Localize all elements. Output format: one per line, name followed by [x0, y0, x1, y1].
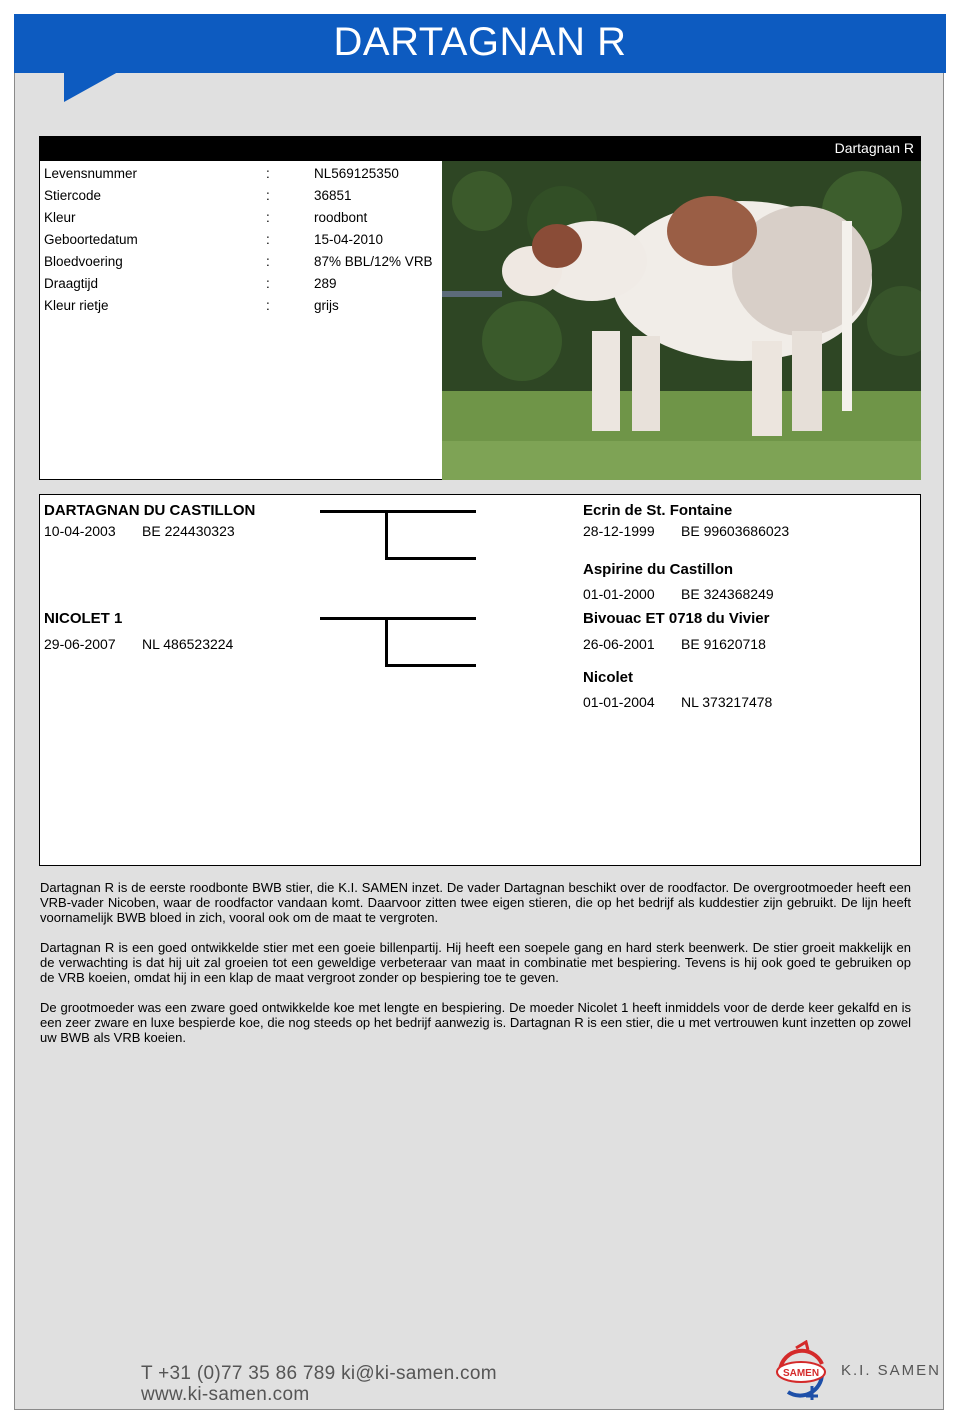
- property-separator: :: [266, 188, 270, 203]
- property-key: Kleur rietje: [44, 298, 109, 313]
- property-row: [44, 187, 444, 209]
- pedigree-panel: [39, 494, 921, 866]
- dam-date: 29-06-2007: [44, 636, 116, 652]
- samen-logo: [772, 1340, 832, 1404]
- sire-date: 10-04-2003: [44, 523, 116, 539]
- dam-dam-name: Nicolet: [583, 669, 634, 686]
- property-key: Kleur: [44, 210, 76, 225]
- sire-dam-date: 01-01-2000: [583, 586, 655, 602]
- sire-sire-date: 28-12-1999: [583, 523, 655, 539]
- property-value: grijs: [314, 298, 339, 313]
- description-paragraph: De grootmoeder was een zware goed ontwikkelde koe met lengte en bespiering. De moeder Nicolet 1 heeft inmiddels voor de derde keer gekalfd en is een zeer zware en luxe bespierde koe, die nog steeds op het bedrijf aanwezig is. Dartagnan R is een stier, die u met vertrouwen kunt inzetten op zowel uw BWB als VRB koeien.: [40, 1000, 911, 1045]
- pedigree-connector: [385, 510, 388, 560]
- property-value: 289: [314, 276, 337, 291]
- bull-illustration: [442, 161, 921, 480]
- property-value: 36851: [314, 188, 352, 203]
- sire-sire-reg: BE 99603686023: [681, 523, 790, 539]
- sire-reg: BE 224430323: [142, 523, 235, 539]
- property-row: [44, 253, 444, 275]
- dam-sire-date: 26-06-2001: [583, 636, 655, 652]
- pedigree-connector: [320, 617, 476, 620]
- pedigree-connector: [385, 557, 476, 560]
- property-separator: :: [266, 166, 270, 181]
- sire-dam-name: Aspirine du Castillon: [583, 561, 734, 578]
- logo-badge-text: SAMEN: [782, 1368, 820, 1379]
- property-value: 15-04-2010: [314, 232, 384, 247]
- website-link[interactable]: www.ki-samen.com: [141, 1384, 310, 1405]
- description-paragraph: Dartagnan R is de eerste roodbonte BWB stier, die K.I. SAMEN inzet. De vader Dartagnan beschikt over de roodfactor. De overgrootmoeder heeft een VRB-vader Nicoben, waar de roodfactor vandaan komt. Daarvoor zitten twee eigen stieren, die op het bedrijf als kuddestier zijn gebruikt. De lijn heeft voornamelijk BWB bloed in zich, vooral ook om de maat te vergroten.: [40, 880, 911, 925]
- property-value: NL569125350: [314, 166, 399, 181]
- logo-text: K.I. SAMEN: [841, 1362, 942, 1379]
- property-row: [44, 231, 444, 253]
- property-row: [44, 209, 444, 231]
- pedigree-connector: [320, 510, 476, 513]
- property-separator: :: [266, 232, 270, 247]
- contact-line: T +31 (0)77 35 86 789 ki@ki-samen.com: [141, 1363, 497, 1384]
- dam-dam-reg: NL 373217478: [681, 694, 773, 710]
- property-key: Levensnummer: [44, 166, 138, 181]
- property-separator: :: [266, 254, 270, 269]
- pedigree-connector: [385, 617, 388, 667]
- bull-photo: [442, 161, 921, 480]
- sire-dam-reg: BE 324368249: [681, 586, 774, 602]
- property-separator: :: [266, 210, 270, 225]
- description-paragraph: Dartagnan R is een goed ontwikkelde stier met een goeie billenpartij. Hij heeft een soepele gang en hard sterk beenwerk. De stier groeit makkelijk en de verwachting is dat hij uit zal groeien tot een geweldige verbeteraar van maat in combinatie met bespiering. Tevens is hij ook goed te gebruiken op de VRB koeien, omdat hij in een klap de maat vergroot zonder op bespiering toe te geven.: [40, 940, 911, 985]
- dam-sire-name: Bivouac ET 0718 du Vivier: [583, 610, 770, 627]
- property-separator: :: [266, 298, 270, 313]
- dam-dam-date: 01-01-2004: [583, 694, 655, 710]
- title-tab-decoration: [64, 72, 118, 102]
- footer-contact: [141, 1363, 497, 1405]
- property-row: [44, 165, 444, 187]
- description: [40, 880, 911, 1060]
- page-title: DARTAGNAN R: [14, 14, 946, 73]
- info-header: Dartagnan R: [40, 137, 920, 161]
- samen-logo-icon: [772, 1340, 832, 1404]
- property-value: 87% BBL/12% VRB: [314, 254, 433, 269]
- info-panel: [39, 136, 921, 480]
- pedigree-connector: [385, 664, 476, 667]
- property-separator: :: [266, 276, 270, 291]
- property-key: Bloedvoering: [44, 254, 123, 269]
- dam-reg: NL 486523224: [142, 636, 234, 652]
- sire-name: DARTAGNAN DU CASTILLON: [44, 502, 256, 519]
- property-list: [44, 165, 444, 319]
- dam-sire-reg: BE 91620718: [681, 636, 766, 652]
- property-key: Draagtijd: [44, 276, 99, 291]
- property-row: [44, 297, 444, 319]
- property-row: [44, 275, 444, 297]
- sire-sire-name: Ecrin de St. Fontaine: [583, 502, 733, 519]
- property-value: roodbont: [314, 210, 368, 225]
- property-key: Geboortedatum: [44, 232, 138, 247]
- dam-name: NICOLET 1: [44, 610, 123, 627]
- property-key: Stiercode: [44, 188, 102, 203]
